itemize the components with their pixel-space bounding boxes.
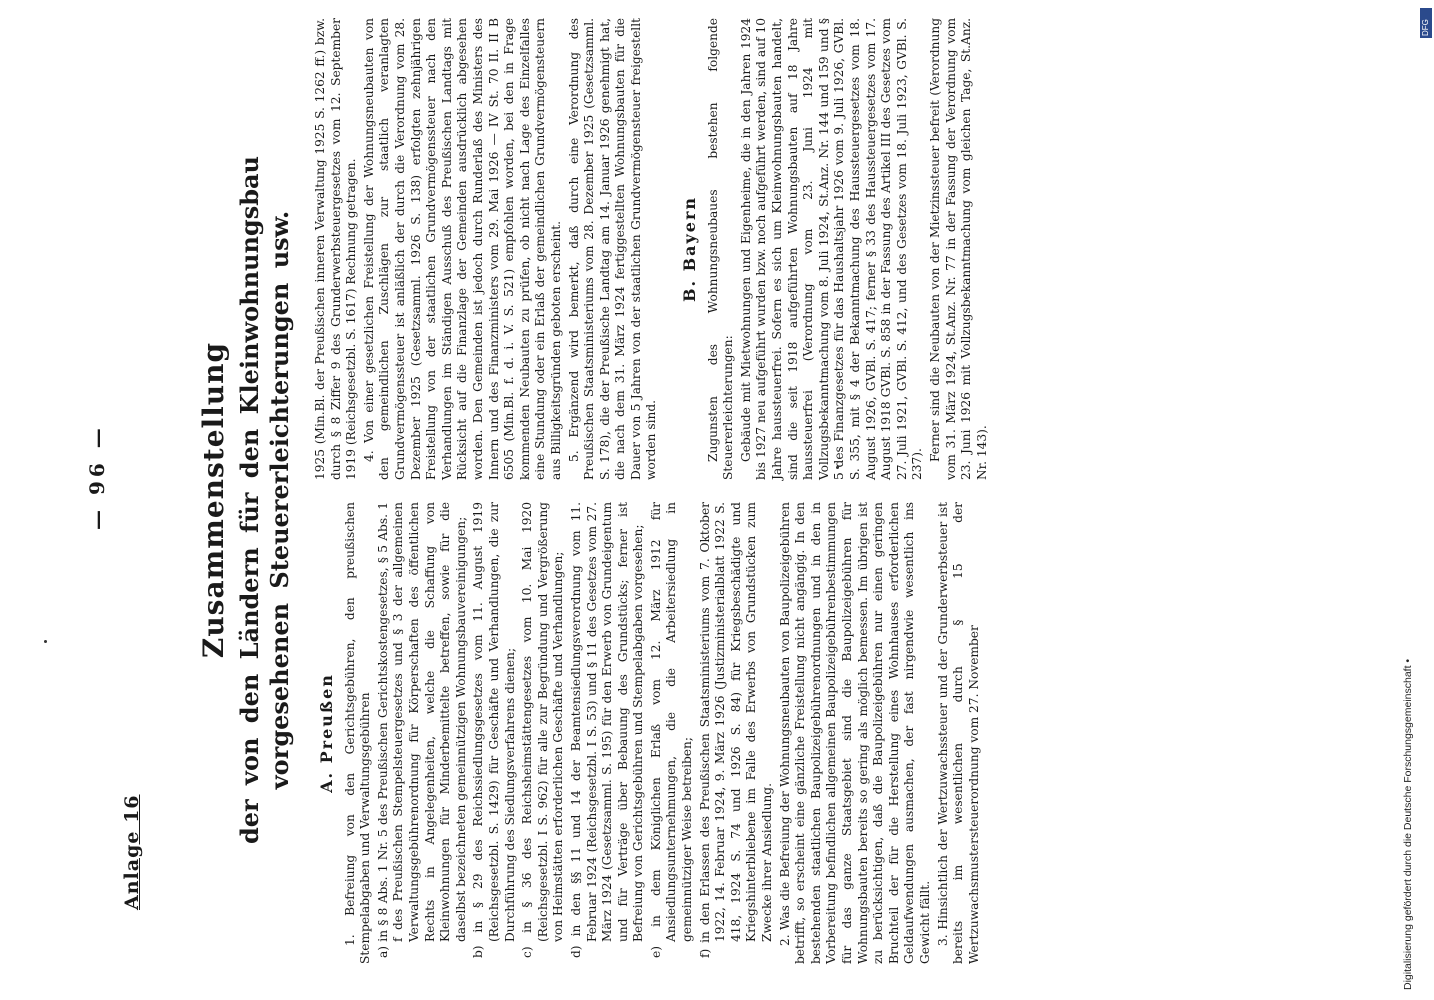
right-column: [313, 18, 992, 480]
page-title: Zusammenstellung: [197, 341, 230, 659]
list-item: c) in § 36 des Reichsheimstättengesetzes vom 10. Mai 1920 (Reichsgesetzbl. I S. 962) für alle zur Begründung und Vergrößerung von Heimstätten erforderlichen Geschäfte und Verhandlungen;: [520, 502, 566, 958]
paragraph: 3. Hinsichtlich der Wertzuwachssteuer und der Grunderwerbsteuer ist bereits im wesentlichen durch § 15 der Wertzuwachsmustersteuerordnung vom 27. November: [935, 502, 981, 964]
dfg-logo-text: DFG: [1421, 19, 1430, 36]
paragraph: Ferner sind die Neubauten von der Mietzinssteuer befreit (Verordnung vom 31. März 1924, St.Anz. Nr. 77 in der Fassung der Verordnung vom 23. Juni 1926 mit Vollzugsbekanntmachung vom gleichen Tage, St.Anz. Nr. 143).: [927, 18, 989, 480]
paragraph: Zugunsten des Wohnungsneubaues bestehen folgende Steuererleichterungen:: [705, 18, 736, 480]
left-column: [313, 502, 984, 964]
list-item: b) in § 29 des Reichssiedlungsgesetzes vom 11. August 1919 (Reichsgesetzbl. S. 1429) für Geschäfte und Verhandlungen, die zur Durchführung des Siedlungsverfahrens dienen;: [471, 502, 517, 958]
page-subtitle: der von den Ländern für den Kleinwohnungsbau vorgesehenen Steuererleichterungen usw.: [235, 155, 294, 845]
paragraph: 1. Befreiung von den Gerichtsgebühren, den preußischen Stempelabgaben und Verwaltungsgebühren: [342, 502, 373, 964]
list-item: d) in den §§ 11 und 14 der Beamtensiedlungsverordnung vom 11. Februar 1924 (Reichsgesetzbl. I S. 53) und § 11 des Gesetzes vom 27. März 1924 (Gesetzsamml. S. 195) für den Erwerb von Grundeigentum und für Verträge über Bebauung des Grundstücks; ferner ist Befreiung von Gerichtsgebühren und Stempelabgaben vorgesehen;: [568, 502, 646, 958]
annex-label: Anlage 16: [121, 794, 143, 910]
paragraph: 4. Von einer gesetzlichen Freistellung der Wohnungsneubauten von den gemeindlichen Zuschlägen zur staatlich veranlagten Grundvermögenssteuer ist anläßlich der durch die Verordnung vom 28. Dezember 1925 (Gesetzsamml. 1926 S. 138) erfolgten zehnjährigen Freistellung von der staatlichen Grundvermögenssteuer nach den Verhandlungen im Ständigen Ausschuß des Preußischen Landtags mit Rücksicht auf die Finanzlage der Gemeinden ausdrücklich abgesehen worden. Den Gemeinden ist jedoch durch Runderlaß des Ministers des Innern und des Finanzministers vom 29. Mai 1926 — IV St. 70 II. II B 6505 (Min.Bl. f. d. i. V. S. 521) empfohlen worden, bei den in Frage kommenden Neubauten zu prüfen, ob nicht nach Lage des Einzelfalles eine Stundung oder ein Erlaß der gemeindlichen Grundvermögensteuern aus Billigkeitsgründen geboten erscheint.: [361, 18, 563, 480]
paragraph: 1925 (Min.Bl. der Preußischen inneren Verwaltung 1925 S. 1262 ff.) bzw. durch § 8 Ziffer 9 des Grunderwerbsteuergesetzes vom 12. September 1919 (Reichsgesetzbl. S. 1617) Rechnung getragen.: [313, 18, 359, 480]
digitization-note-text: Digitalisierung gefördert durch die Deutsche Forschungsgemeinschaft •: [1402, 658, 1414, 990]
section-heading-bayern: B. Bayern: [680, 195, 700, 303]
paragraph: 5. Ergänzend wird bemerkt, daß durch eine Verordnung des Preußischen Staatsministeriums vom 28. Dezember 1925 (Gesetzsamml. S. 178), die der Preußische Landtag am 14. Januar 1926 genehmigt hat, die nach dem 31. März 1924 fertiggestellten Wohnungsbauten für die Dauer von 5 Jahren von der staatlichen Grundvermögensteuer freigestellt worden sind.: [566, 18, 659, 480]
paragraph: Gebäude mit Mietwohnungen und Eigenheime, die in den Jahren 1924 bis 1927 neu aufgeführt wurden bzw. noch aufgeführt werden, sind auf 10 Jahre haussteuerfrei. Sofern es sich um Kleinwohnungsbauten handelt, sind die seit 1918 aufgeführten Wohnungsbauten auf 18 Jahre haussteuerfrei (Verordnung vom 23. Juni 1924 mit Vollzugsbekanntmachung vom 8. Juli 1924, St.Anz. Nr. 144 und 159 und § 5 des Finanzgesetzes für das Haushaltsjahr 1926 vom 9. Juli 1926, GVBl. S. 355, mit § 4 der Bekanntmachung des Haussteuergesetzes vom 18. August 1926, GVBl. S. 417; ferner § 33 des Haussteuergesetzes vom 17. August 1918 GVBl. S. 858 in der Fassung des Artikel III des Gesetzes vom 27. Juli 1921, GVBl. S. 412, und des Gesetzes vom 18. Juli 1923, GVBl. S. 237).: [738, 18, 925, 480]
dfg-logo: [1420, 8, 1432, 38]
list-item: a) in § 8 Abs. 1 Nr. 5 des Preußischen Gerichtskostengesetzes, § 5 Abs. 1 f des Preußischen Stempelsteuergesetzes und § 3 der allgemeinen Verwaltungsgebührenordnung für Körperschaften des öffentlichen Rechts in Angelegenheiten, welche die Schaffung von Kleinwohnungen für Minderbemittelte betreffen, sowie für die daselbst bezeichneten gemeinnützigen Wohnungsbauvereinigungen;: [375, 502, 468, 958]
list-item: e) in dem Königlichen Erlaß vom 12. März 1912 für Ansiedlungsunternehmungen, die die Arbeitersiedlung in gemeinnütziger Weise betreiben;: [648, 502, 695, 958]
section-heading-preussen: A. Preußen: [317, 673, 336, 793]
list-item: f) in den Erlassen des Preußischen Staatsministeriums vom 7. Oktober 1922, 14. Februar 1924, 9. März 1926 (Justizministerialblatt 1922 S. 418, 1924 S. 74 und 1926 S. 84) für Kriegsbeschädigte und Kriegshinterbliebene im Falle des Erwerbs von Grundstücken zum Zwecke ihrer Ansiedlung.: [697, 502, 775, 958]
paragraph: 2. Was die Befreiung der Wohnungsneubauten von Baupolizeigebühren betrifft, so erscheint eine gänzliche Freistellung nicht angängig. In den bestehenden staatlichen Baupolizeigebührenordnungen und in den in Vorbereitung befindlichen allgemeinen Baupolizeigebührenbestimmungen für das ganze Staatsgebiet sind die Baupolizeigebühren für Wohnungsbauten bereits so gering als möglich bemessen. Im übrigen ist zu berücksichtigen, daß die Baupolizeigebühren nur einen geringen Bruchteil der für die Herstellung eines Wohnhauses erforderlichen Geldaufwendungen ausmachen, der fast nirgendwie wesentlich ins Gewicht fällt.: [777, 502, 932, 964]
page-number: — 96 —: [85, 424, 109, 530]
document-page: [37, 0, 1407, 1000]
